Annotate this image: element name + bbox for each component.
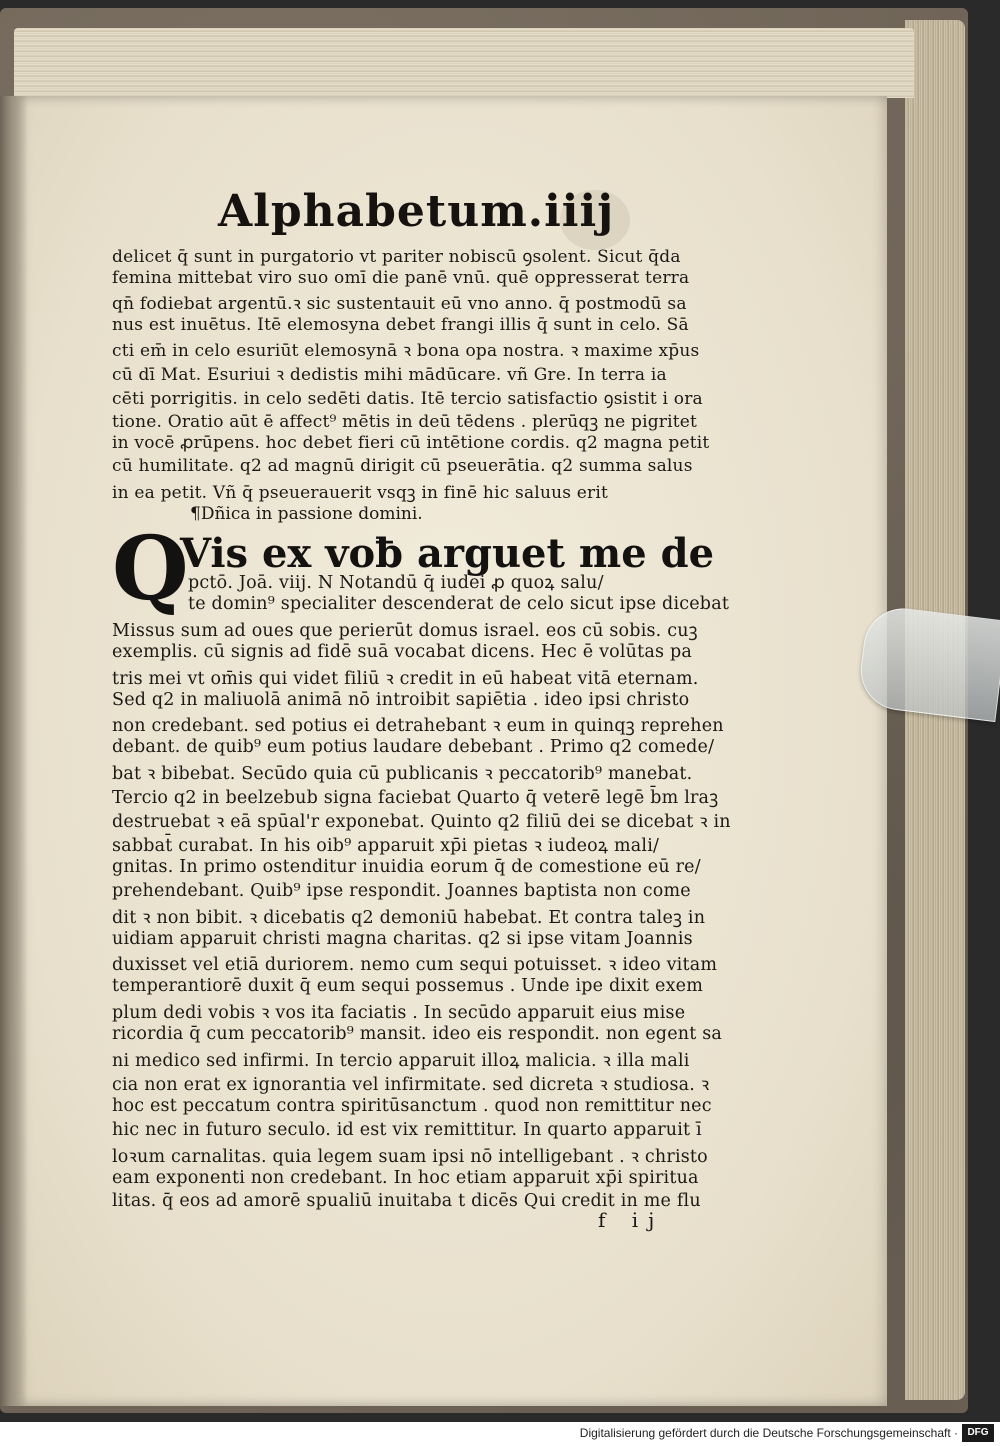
text-line: tris mei vt om̄is qui videt filiū ꝛ credit in eū habeat vitā eternam.: [112, 668, 699, 689]
text-line: sabbat̄ curabat. In his oib⁹ apparuit xp̄i pietas ꝛ iudeoꝝ mali/: [112, 835, 660, 856]
text-line: pctō. Joā. viij. N Notandū q̄ iudei ꝓ quoꝝ salu/: [188, 573, 604, 593]
page-edges-top: [14, 28, 914, 98]
text-line: eam exponenti non credebant. In hoc etiam apparuit xp̄i spiritua: [112, 1167, 699, 1188]
text-line: Tercio q2 in beelzebub signa faciebat Quarto q̄ veterē legē b̄m lraꝫ: [112, 788, 719, 809]
incipit: Vis ex voƀ arguet me de: [180, 530, 715, 577]
text-line: cti em̄ in celo esuriūt elemosynā ꝛ bona opa nostra. ꝛ maxime xp̄us: [112, 341, 700, 362]
text-line: non credebant. sed potius ei detrahebant ꝛ eum in quinqꝫ reprehen: [112, 716, 724, 737]
text-line: cēti porrigitis. in celo sedēti datis. Itē tercio satisfactio ꝯsistit i ora: [112, 388, 703, 409]
text-line: cia non erat ex ignorantia vel infirmitate. sed dicreta ꝛ studiosa. ꝛ: [112, 1074, 710, 1095]
text-line: dit ꝛ non bibit. ꝛ dicebatis q2 demoniū habebat. Et contra taleꝫ in: [112, 907, 706, 928]
gutter-shadow: [0, 96, 28, 1406]
text-line: in ea petit. Vñ q̄ pseuerauerit vsqꝫ in finē hic saluus erit: [112, 483, 609, 503]
text-line: temperantiorē duxit q̄ eum sequi possemus . Unde ipe dixit exem: [112, 976, 704, 997]
section-heading: ¶Dñica in passione domini.: [190, 504, 423, 524]
footer-credit: Digitalisierung gefördert durch die Deutsche Forschungsgemeinschaft ·: [579, 1426, 958, 1440]
text-line: ni medico sed infirmi. In tercio apparuit illoꝝ malicia. ꝛ illa mali: [112, 1051, 690, 1071]
text-line: Missus sum ad oues que perierūt domus israel. eos cū sobis. cuꝫ: [112, 620, 698, 641]
text-line: prehendebant. Quib⁹ ipse respondit. Joannes baptista non come: [112, 880, 691, 901]
text-line: nus est inuētus. Itē elemosyna debet frangi illis q̄ sunt in celo. Sā: [112, 314, 689, 335]
text-line: delicet q̄ sunt in purgatorio vt pariter nobiscū ꝯsolent. Sicut q̄da: [112, 247, 681, 267]
signature-mark: f ij: [598, 1208, 665, 1232]
text-line: hoc est peccatum contra spiritūsanctum . quod non remittitur nec: [112, 1095, 712, 1116]
text-line: tione. Oratio aūt ē affect⁹ mētis in deū tēdens . plerūqꝫ ne pigritet: [112, 412, 698, 433]
text-line: uidiam apparuit christi magna charitas. q2 si ipse vitam Joannis: [112, 928, 693, 949]
text-line: bat ꝛ bibebat. Secūdo quia cū publicanis ꝛ peccatorib⁹ manebat.: [112, 764, 693, 785]
text-line: duxisset vel etiā duriorem. nemo cum sequi potuisset. ꝛ ideo vitam: [112, 955, 718, 976]
text-line: debant. de quib⁹ eum potius laudare debebant . Primo q2 comede/: [112, 737, 715, 758]
text-line: femina mittebat viro suo omī die panē vnū. quē oppresserat terra: [112, 267, 690, 288]
text-line: in vocē ꝓrūpens. hoc debet fieri cū intētione cordis. q2 magna petit: [112, 432, 710, 453]
dfg-logo: DFG: [962, 1424, 994, 1442]
decorated-initial: Q: [112, 516, 189, 620]
running-head: Alphabetum.iiij: [218, 186, 615, 237]
text-line: ricordia q̄ cum peccatorib⁹ mansit. ideo eis respondit. non egent sa: [112, 1024, 723, 1045]
text-line: plum dedi vobis ꝛ vos ita faciatis . In secūdo apparuit eius mise: [112, 1003, 686, 1024]
text-line: cū dī Mat. Esuriui ꝛ dedistis mihi mādūcare. vñ Gre. In terra ia: [112, 365, 667, 385]
text-line: loꝛum carnalitas. quia legem suam ipsi nō intelligebant . ꝛ christo: [112, 1146, 708, 1167]
text-line: qn̄ fodiebat argentū.ꝛ sic sustentauit eū vno anno. q̄ postmodū sa: [112, 294, 687, 315]
text-line: te domin⁹ specialiter descenderat de celo sicut ipse dicebat: [188, 593, 730, 614]
text-line: Sed q2 in maliuolā animā nō introibit sapiētia . ideo ipsi christo: [112, 689, 690, 710]
text-line: gnitas. In primo ostenditur inuidia eorum q̄ de comestione eū re/: [112, 856, 701, 877]
text-line: cū humilitate. q2 ad magnū dirigit cū pseuerātia. q2 summa salus: [112, 456, 693, 477]
text-line: destruebat ꝛ eā spūal'r exponebat. Quinto q2 filiū dei se dicebat ꝛ in: [112, 812, 731, 832]
text-line: hic nec in futuro seculo. id est vix remittitur. In quarto apparuit ī: [112, 1119, 702, 1140]
text-line: exemplis. cū signis ad fidē suā vocabat dicens. Hec ē volūtas pa: [112, 641, 693, 662]
text-line: litas. q̄ eos ad amorē spualiū inuitaba t dicēs Qui credit in me flu: [112, 1191, 701, 1212]
